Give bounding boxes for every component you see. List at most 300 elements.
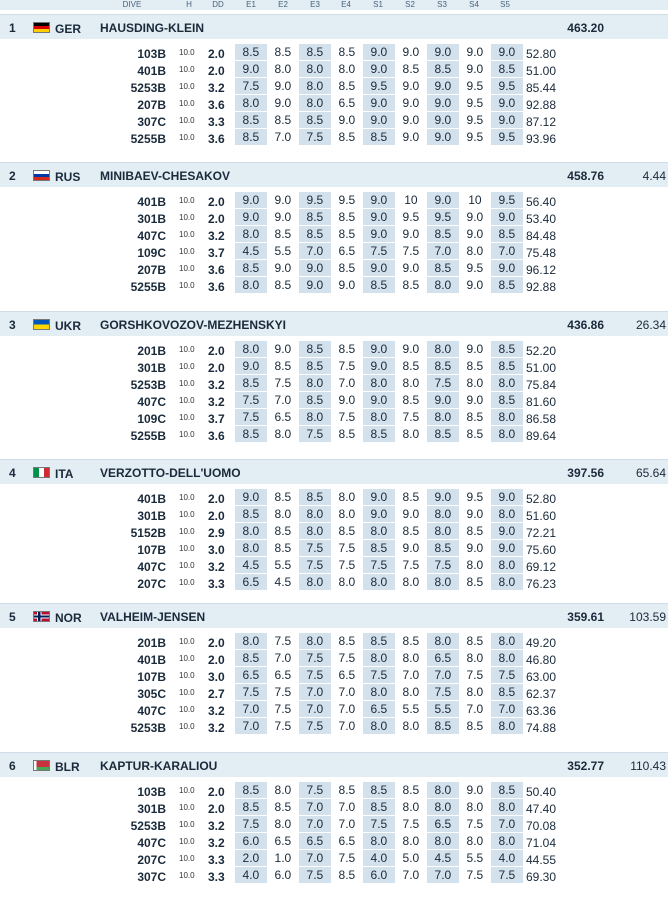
judge-score: 8.5: [338, 261, 356, 275]
team-block: [0, 162, 668, 310]
judge-score: 8.0: [427, 833, 459, 849]
judge-score: 8.5: [491, 684, 523, 700]
degree-of-difficulty: 3.2: [208, 560, 225, 574]
judge-score: 7.0: [338, 800, 356, 814]
judge-scores: [235, 867, 521, 883]
judge-score: 9.0: [274, 79, 292, 93]
judge-scores: [235, 684, 521, 700]
dive-row: [0, 341, 668, 359]
dive-row: [0, 701, 668, 719]
dive-row: [0, 358, 668, 376]
judge-score: 8.0: [363, 650, 395, 666]
judge-score: 6.0: [363, 867, 395, 883]
dive-points: 75.84: [526, 378, 557, 392]
degree-of-difficulty: 2.9: [208, 526, 225, 540]
judge-score: 8.0: [235, 95, 267, 111]
degree-of-difficulty: 2.0: [208, 636, 225, 650]
judge-score: 6.5: [274, 834, 292, 848]
judge-score: 8.0: [427, 782, 459, 798]
judge-score: 9.0: [274, 210, 292, 224]
judge-score: 8.0: [402, 651, 420, 665]
judge-score: 9.0: [402, 96, 420, 110]
judge-score: 9.0: [299, 260, 331, 276]
judge-score: 7.5: [299, 650, 331, 666]
header-dd: DD: [212, 0, 224, 9]
judge-score: 8.0: [491, 833, 523, 849]
judge-score: 9.0: [491, 95, 523, 111]
judge-score: 7.5: [274, 634, 292, 648]
header-e3: E3: [310, 0, 320, 9]
judge-scores: [235, 409, 521, 425]
judge-score: 8.5: [427, 718, 459, 734]
judge-score: 8.5: [363, 633, 395, 649]
judge-score: 9.0: [363, 226, 395, 242]
degree-of-difficulty: 2.0: [208, 509, 225, 523]
header-e1: E1: [246, 0, 256, 9]
dive-row: [0, 850, 668, 868]
judge-score: 4.0: [363, 850, 395, 866]
judge-score: 9.0: [427, 129, 459, 145]
degree-of-difficulty: 3.2: [208, 229, 225, 243]
judge-score: 9.0: [363, 209, 395, 225]
judge-scores: [235, 426, 521, 442]
judge-score: 8.5: [235, 799, 267, 815]
dive-points: 52.80: [526, 492, 557, 506]
team-block: [0, 459, 668, 607]
judge-score: 8.0: [402, 427, 420, 441]
platform-height: 10.0: [179, 116, 195, 125]
dive-row: [0, 95, 668, 113]
dive-code: 301B: [137, 212, 166, 226]
header-s3: S3: [437, 0, 447, 9]
judge-score: 8.0: [363, 375, 395, 391]
judge-score: 7.5: [274, 719, 292, 733]
judge-score: 8.0: [491, 650, 523, 666]
header-s2: S2: [405, 0, 415, 9]
flag-icon: [33, 760, 50, 771]
judge-score: 7.0: [299, 243, 331, 259]
judge-score: 8.5: [338, 45, 356, 59]
team-header-row[interactable]: [0, 752, 668, 777]
judge-score: 9.5: [466, 130, 484, 144]
judge-score: 9.0: [299, 277, 331, 293]
judge-score: 7.5: [235, 392, 267, 408]
degree-of-difficulty: 3.2: [208, 836, 225, 850]
judge-score: 7.0: [299, 684, 331, 700]
dive-code: 5253B: [130, 81, 166, 95]
judge-score: 7.0: [338, 685, 356, 699]
team-header-row[interactable]: [0, 14, 668, 39]
judge-score: 8.5: [235, 129, 267, 145]
dive-row: [0, 375, 668, 393]
judge-score: 9.0: [466, 507, 484, 521]
judge-scores: [235, 718, 521, 734]
judge-scores: [235, 277, 521, 293]
platform-height: 10.0: [179, 379, 195, 388]
judge-score: 8.5: [274, 113, 292, 127]
judge-score: 7.0: [402, 868, 420, 882]
judge-score: 9.0: [338, 113, 356, 127]
judge-score: 7.0: [299, 816, 331, 832]
judge-score: 7.0: [491, 243, 523, 259]
judge-score: 8.0: [491, 718, 523, 734]
dive-code: 407C: [137, 836, 166, 850]
judge-score: 9.0: [274, 261, 292, 275]
judge-scores: [235, 112, 521, 128]
judge-score: 9.0: [466, 227, 484, 241]
judge-score: 7.5: [338, 410, 356, 424]
judge-score: 7.5: [363, 816, 395, 832]
judge-score: 8.5: [466, 719, 484, 733]
degree-of-difficulty: 3.2: [208, 819, 225, 833]
dive-row: [0, 816, 668, 834]
judge-score: 7.5: [299, 129, 331, 145]
team-rank: 5: [9, 610, 16, 624]
platform-height: 10.0: [179, 362, 195, 371]
dive-code: 207C: [137, 577, 166, 591]
judge-score: 9.0: [274, 193, 292, 207]
dive-row: [0, 44, 668, 62]
platform-height: 10.0: [179, 396, 195, 405]
judge-score: 6.5: [427, 816, 459, 832]
dive-code: 5253B: [130, 378, 166, 392]
dive-row: [0, 277, 668, 295]
degree-of-difficulty: 2.0: [208, 785, 225, 799]
judge-score: 8.0: [491, 557, 523, 573]
judge-score: 8.0: [466, 834, 484, 848]
judge-score: 9.0: [427, 112, 459, 128]
judge-score: 8.0: [299, 61, 331, 77]
dive-row: [0, 574, 668, 592]
platform-height: 10.0: [179, 654, 195, 663]
dive-points: 75.48: [526, 246, 557, 260]
judge-score: 8.0: [338, 62, 356, 76]
judge-scores: [235, 243, 521, 259]
degree-of-difficulty: 2.0: [208, 212, 225, 226]
judge-score: 8.0: [466, 244, 484, 258]
team-header-row[interactable]: [0, 459, 668, 484]
team-total: 436.86: [567, 318, 604, 332]
judge-score: 2.0: [235, 850, 267, 866]
judge-score: 8.5: [402, 393, 420, 407]
judge-score: 9.5: [466, 490, 484, 504]
diver-names[interactable]: GORSHKOVOZOV-MEZHENSKYI: [100, 318, 287, 332]
judge-score: 8.5: [274, 524, 292, 538]
platform-height: 10.0: [179, 430, 195, 439]
judge-scores: [235, 260, 521, 276]
diver-names[interactable]: HAUSDING-KLEIN: [100, 21, 204, 35]
dive-points: 51.00: [526, 361, 557, 375]
platform-height: 10.0: [179, 527, 195, 536]
judge-score: 9.0: [235, 209, 267, 225]
team-header-row[interactable]: [0, 311, 668, 336]
judge-score: 7.5: [466, 668, 484, 682]
dive-row: [0, 129, 668, 147]
team-rank: 3: [9, 318, 16, 332]
judge-score: 9.0: [491, 260, 523, 276]
judge-score: 8.0: [299, 95, 331, 111]
judge-score: 8.5: [299, 392, 331, 408]
dive-code: 407C: [137, 229, 166, 243]
judge-score: 4.5: [427, 850, 459, 866]
judge-score: 8.5: [363, 426, 395, 442]
dive-points: 85.44: [526, 81, 557, 95]
judge-score: 7.0: [402, 668, 420, 682]
dive-points: 62.37: [526, 687, 557, 701]
judge-score: 1.0: [274, 851, 292, 865]
judge-score: 8.0: [235, 277, 267, 293]
judge-score: 5.5: [402, 702, 420, 716]
team-block: [0, 311, 668, 459]
judge-score: 7.0: [427, 667, 459, 683]
judge-score: 8.5: [491, 358, 523, 374]
team-rank: 2: [9, 169, 16, 183]
dive-code: 307C: [137, 870, 166, 884]
judge-score: 5.5: [274, 558, 292, 572]
judge-score: 8.0: [402, 719, 420, 733]
judge-score: 8.5: [299, 489, 331, 505]
judge-score: 8.0: [299, 574, 331, 590]
judge-score: 9.0: [402, 261, 420, 275]
judge-score: 7.5: [338, 359, 356, 373]
platform-height: 10.0: [179, 722, 195, 731]
platform-height: 10.0: [179, 510, 195, 519]
judge-score: 9.0: [402, 113, 420, 127]
judge-score: 6.5: [363, 701, 395, 717]
team-header-row[interactable]: [0, 603, 668, 628]
dive-row: [0, 540, 668, 558]
judge-score: 4.5: [274, 575, 292, 589]
judge-score: 8.5: [402, 359, 420, 373]
judge-score: 8.5: [427, 226, 459, 242]
country-code: UKR: [55, 319, 81, 333]
judge-score: 8.0: [363, 523, 395, 539]
judge-score: 8.5: [338, 130, 356, 144]
judge-score: 9.0: [427, 44, 459, 60]
judge-score: 7.0: [491, 701, 523, 717]
judge-score: 9.0: [274, 342, 292, 356]
team-total: 463.20: [567, 21, 604, 35]
judge-score: 8.0: [274, 62, 292, 76]
dive-points: 70.08: [526, 819, 557, 833]
judge-score: 8.0: [299, 409, 331, 425]
diver-names[interactable]: VALHEIM-JENSEN: [100, 610, 206, 624]
team-header-row[interactable]: [0, 162, 668, 187]
judge-score: 6.0: [235, 833, 267, 849]
platform-height: 10.0: [179, 82, 195, 91]
degree-of-difficulty: 2.0: [208, 344, 225, 358]
judge-score: 8.0: [466, 651, 484, 665]
judge-score: 7.5: [338, 651, 356, 665]
degree-of-difficulty: 3.3: [208, 115, 225, 129]
judge-score: 7.5: [299, 667, 331, 683]
judge-score: 7.0: [299, 799, 331, 815]
judge-score: 8.5: [402, 62, 420, 76]
judge-scores: [235, 701, 521, 717]
platform-height: 10.0: [179, 637, 195, 646]
judge-score: 8.0: [299, 78, 331, 94]
degree-of-difficulty: 3.3: [208, 577, 225, 591]
dive-code: 407C: [137, 560, 166, 574]
team-block: [0, 752, 668, 900]
judge-score: 8.0: [363, 718, 395, 734]
dive-points: 76.23: [526, 577, 557, 591]
judge-score: 9.5: [338, 193, 356, 207]
judge-score: 8.5: [274, 359, 292, 373]
judge-score: 8.5: [427, 260, 459, 276]
dive-code: 401B: [137, 653, 166, 667]
degree-of-difficulty: 3.7: [208, 412, 225, 426]
judge-score: 8.0: [427, 277, 459, 293]
judge-score: 9.0: [427, 392, 459, 408]
judge-score: 8.0: [491, 375, 523, 391]
dive-row: [0, 209, 668, 227]
judge-score: 8.5: [491, 392, 523, 408]
dive-code: 5253B: [130, 819, 166, 833]
judge-score: 7.5: [274, 702, 292, 716]
judge-score: 9.0: [235, 358, 267, 374]
dive-code: 107B: [137, 670, 166, 684]
header-s5: S5: [500, 0, 510, 9]
dive-row: [0, 61, 668, 79]
judge-score: 8.0: [299, 506, 331, 522]
judge-score: 6.5: [235, 574, 267, 590]
judge-score: 7.0: [299, 701, 331, 717]
diver-names[interactable]: VERZOTTO-DELL'UOMO: [100, 466, 241, 480]
degree-of-difficulty: 3.6: [208, 280, 225, 294]
degree-of-difficulty: 3.7: [208, 246, 225, 260]
judge-score: 7.5: [299, 867, 331, 883]
judge-score: 8.0: [363, 574, 395, 590]
dive-points: 53.40: [526, 212, 557, 226]
judge-score: 9.0: [491, 44, 523, 60]
judge-score: 7.0: [235, 718, 267, 734]
flag-icon: [33, 611, 50, 622]
dive-code: 207C: [137, 853, 166, 867]
judge-score: 8.0: [338, 507, 356, 521]
judge-scores: [235, 375, 521, 391]
judge-score: 6.5: [338, 668, 356, 682]
degree-of-difficulty: 2.0: [208, 361, 225, 375]
team-total: 397.56: [567, 466, 604, 480]
dive-points: 47.40: [526, 802, 557, 816]
dive-points: 74.88: [526, 721, 557, 735]
team-total: 359.61: [567, 610, 604, 624]
judge-score: 8.0: [427, 506, 459, 522]
judge-score: 8.5: [427, 426, 459, 442]
judge-score: 7.5: [235, 816, 267, 832]
judge-scores: [235, 574, 521, 590]
country-code: ITA: [55, 467, 74, 481]
judge-score: 8.0: [491, 633, 523, 649]
judge-score: 7.0: [299, 850, 331, 866]
judge-score: 9.5: [299, 192, 331, 208]
country-code: BLR: [55, 760, 80, 774]
judge-score: 7.0: [274, 393, 292, 407]
dive-row: [0, 833, 668, 851]
platform-height: 10.0: [179, 247, 195, 256]
dive-code: 407C: [137, 395, 166, 409]
judge-score: 9.0: [402, 130, 420, 144]
judge-score: 9.0: [235, 192, 267, 208]
platform-height: 10.0: [179, 133, 195, 142]
judge-score: 8.0: [466, 558, 484, 572]
judge-score: 8.5: [491, 61, 523, 77]
degree-of-difficulty: 3.3: [208, 853, 225, 867]
platform-height: 10.0: [179, 65, 195, 74]
platform-height: 10.0: [179, 820, 195, 829]
judge-score: 9.0: [427, 192, 459, 208]
points-behind: 110.43: [630, 759, 666, 773]
judge-score: 9.0: [363, 95, 395, 111]
dive-row: [0, 112, 668, 130]
dive-code: 109C: [137, 246, 166, 260]
platform-height: 10.0: [179, 48, 195, 57]
dive-points: 49.20: [526, 636, 557, 650]
judge-score: 8.0: [427, 341, 459, 357]
judge-score: 9.0: [427, 489, 459, 505]
judge-score: 7.5: [363, 557, 395, 573]
judge-scores: [235, 799, 521, 815]
judge-score: 8.5: [363, 277, 395, 293]
judge-score: 7.0: [338, 376, 356, 390]
team-total: 352.77: [567, 759, 604, 773]
degree-of-difficulty: 3.2: [208, 704, 225, 718]
judge-scores: [235, 816, 521, 832]
flag-icon: [33, 170, 50, 181]
judge-score: 7.5: [466, 817, 484, 831]
judge-score: 9.0: [427, 95, 459, 111]
judge-score: 10: [404, 193, 418, 207]
judge-score: 7.5: [274, 376, 292, 390]
judge-scores: [235, 44, 521, 60]
judge-score: 8.0: [466, 800, 484, 814]
judge-score: 9.0: [363, 341, 395, 357]
diver-names[interactable]: KAPTUR-KARALIOU: [100, 759, 218, 773]
dive-row: [0, 226, 668, 244]
degree-of-difficulty: 3.2: [208, 721, 225, 735]
judge-score: 8.5: [338, 868, 356, 882]
judge-score: 8.0: [235, 523, 267, 539]
judge-score: 8.5: [299, 341, 331, 357]
dive-code: 5255B: [130, 429, 166, 443]
dive-row: [0, 426, 668, 444]
platform-height: 10.0: [179, 264, 195, 273]
judge-score: 8.5: [466, 359, 484, 373]
dive-points: 46.80: [526, 653, 557, 667]
dive-points: 50.40: [526, 785, 557, 799]
degree-of-difficulty: 3.6: [208, 429, 225, 443]
judge-scores: [235, 226, 521, 242]
team-total: 458.76: [567, 169, 604, 183]
judge-score: 8.5: [466, 575, 484, 589]
country-code: NOR: [55, 611, 82, 625]
judge-score: 8.5: [235, 260, 267, 276]
judge-score: 6.5: [338, 244, 356, 258]
judge-scores: [235, 557, 521, 573]
header-h: H: [186, 0, 192, 9]
judge-score: 8.5: [274, 45, 292, 59]
degree-of-difficulty: 2.0: [208, 653, 225, 667]
judge-score: 9.5: [427, 209, 459, 225]
judge-score: 7.5: [338, 541, 356, 555]
judge-score: 8.0: [274, 427, 292, 441]
judge-score: 8.5: [491, 341, 523, 357]
diver-names[interactable]: MINIBAEV-CHESAKOV: [100, 169, 231, 183]
dive-points: 52.20: [526, 344, 557, 358]
dive-points: 44.55: [526, 853, 557, 867]
judge-score: 8.5: [274, 227, 292, 241]
